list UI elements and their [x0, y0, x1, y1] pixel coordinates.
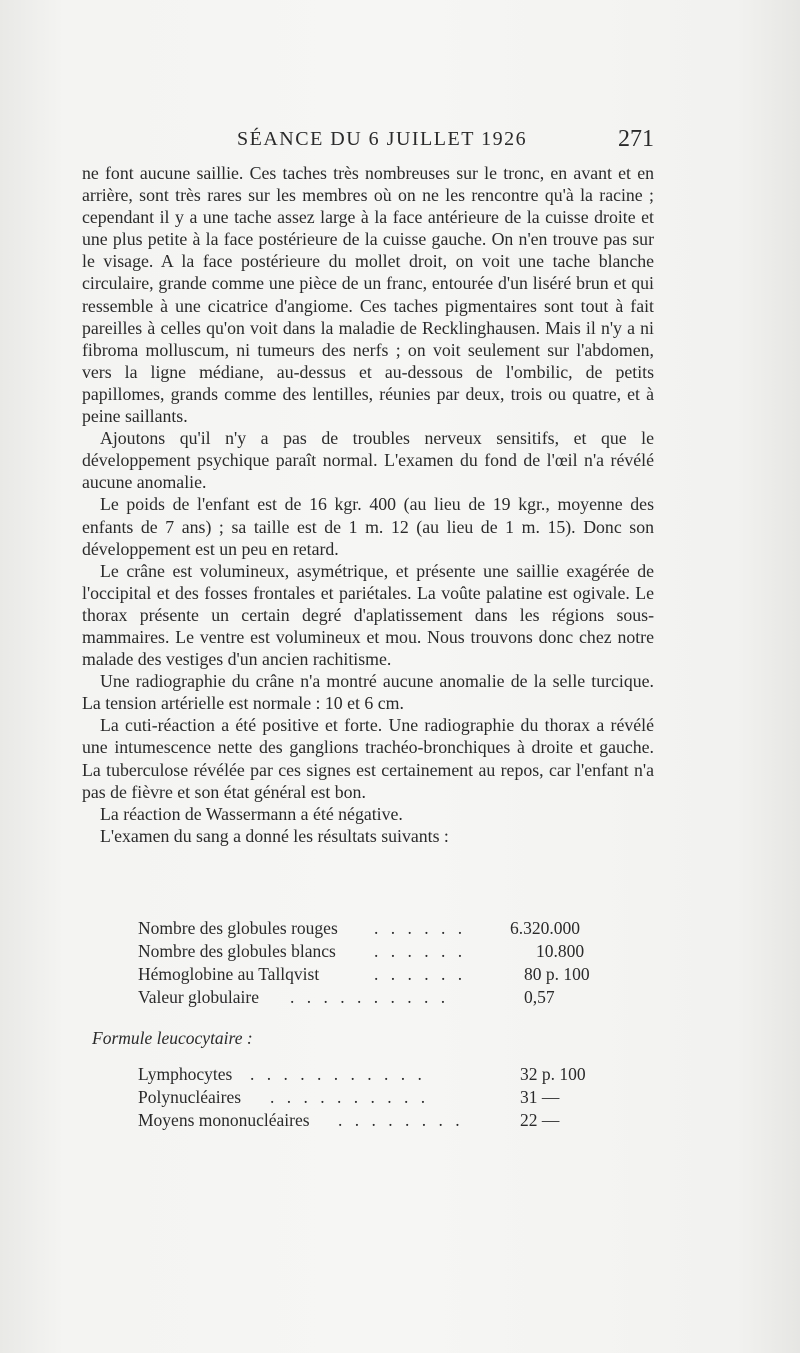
leucocyte-formula-table: [138, 1064, 598, 1133]
row-value: 32 p. 100: [520, 1064, 586, 1084]
row-label: Polynucléaires: [138, 1087, 242, 1107]
table-row: [138, 918, 598, 941]
row-value: 31 —: [520, 1087, 560, 1107]
leader-dots: . . . . . . . . . . .: [250, 1064, 426, 1084]
table-row: [138, 987, 598, 1010]
row-value: 80 p. 100: [524, 964, 590, 984]
page-header: [82, 118, 654, 158]
paragraph-7: La réaction de Wassermann a été négative.: [100, 803, 403, 824]
leader-dots: . . . . . . . .: [338, 1110, 464, 1130]
leader-dots: . . . . . .: [374, 964, 467, 984]
row-label: Valeur globulaire: [138, 987, 259, 1007]
body-text: [82, 162, 654, 847]
table-row: [138, 964, 598, 987]
blood-results-table: [138, 918, 598, 1010]
paragraph-5: Une radiographie du crâne n'a montré aucune anomalie de la selle turcique. La tension artérielle est normale : 10 et 6 cm.: [82, 671, 654, 714]
paragraph-3: Le poids de l'enfant est de 16 kgr. 400 (au lieu de 19 kgr., moyenne des enfants de 7 ans) ; sa taille est de 1 m. 12 (au lieu de 1 m. 15). Donc son développement est un peu en retard.: [82, 494, 654, 559]
row-value: 22 —: [520, 1110, 560, 1130]
running-head: SÉANCE DU 6 JUILLET 1926: [237, 128, 528, 150]
row-value: 10.800: [536, 941, 585, 961]
table-row: [138, 941, 598, 964]
row-value: 6.320.000: [510, 918, 580, 938]
row-label: Nombre des globules rouges: [138, 918, 338, 938]
row-value: 0,57: [524, 987, 555, 1007]
row-label: Hémoglobine au Tallqvist: [138, 964, 320, 984]
paragraph-6: La cuti-réaction a été positive et forte. Une radiographie du thorax a révélé une intumescence nette des ganglions trachéo-bronchiques à droite et gauche. La tuberculose révélée par ces signes est certainement au repos, car l'enfant n'a pas de fièvre et son état général est bon.: [82, 715, 654, 802]
leader-dots: . . . . . .: [374, 941, 467, 961]
paragraph-8: L'examen du sang a donné les résultats suivants :: [100, 825, 449, 846]
paragraph-2: Ajoutons qu'il n'y a pas de troubles nerveux sensitifs, et que le développement psychique paraît normal. L'examen du fond de l'œil n'a révélé aucune anomalie.: [82, 428, 654, 493]
page-number: 271: [618, 126, 654, 152]
table-row: [138, 1064, 598, 1087]
row-label: Lymphocytes: [138, 1064, 233, 1084]
row-label: Nombre des globules blancs: [138, 941, 336, 961]
table-row: [138, 1087, 598, 1110]
leader-dots: . . . . . . . . . .: [270, 1087, 430, 1107]
table-row: [138, 1110, 598, 1133]
row-label: Moyens mononucléaires: [138, 1110, 310, 1130]
leader-dots: . . . . . . . . . .: [290, 987, 450, 1007]
formula-heading: Formule leucocytaire :: [92, 1028, 253, 1048]
leader-dots: . . . . . .: [374, 918, 467, 938]
paragraph-4: Le crâne est volumineux, asymétrique, et présente une saillie exagérée de l'occipital et des fosses frontales et pariétales. La voûte palatine est ogivale. Le thorax présente un certain degré d'aplatissement dans les régions sous-mammaires. Le ventre est volumineux et mou. Nous trouvons donc chez notre malade des vestiges d'un ancien rachitisme.: [82, 560, 654, 670]
paragraph-1: ne font aucune saillie. Ces taches très nombreuses sur le tronc, en avant et en arrière, sont très rares sur les membres où on ne les rencontre qu'à la racine ; cependant il y a une tache assez large à la face antérieure de la cuisse droite et une plus petite à la face postérieure de la cuisse gauche. On n'en trouve pas sur le visage. A la face postérieure du mollet droit, on voit une tache blanche circulaire, grande comme une pièce de un franc, entourée d'un liséré brun et qui ressemble à une cicatrice d'angiome. Ces taches pigmentaires sont tout à fait pareilles à celles qu'on voit dans la maladie de Recklinghausen. Mais il n'y a ni fibroma molluscum, ni tumeurs des nerfs ; on voit seulement sur l'abdomen, vers la ligne médiane, au-dessus et au-dessous de l'ombilic, de petits papillomes, grands comme des lentilles, réunies par deux, trois ou quatre, et à peine saillants.: [82, 163, 654, 427]
